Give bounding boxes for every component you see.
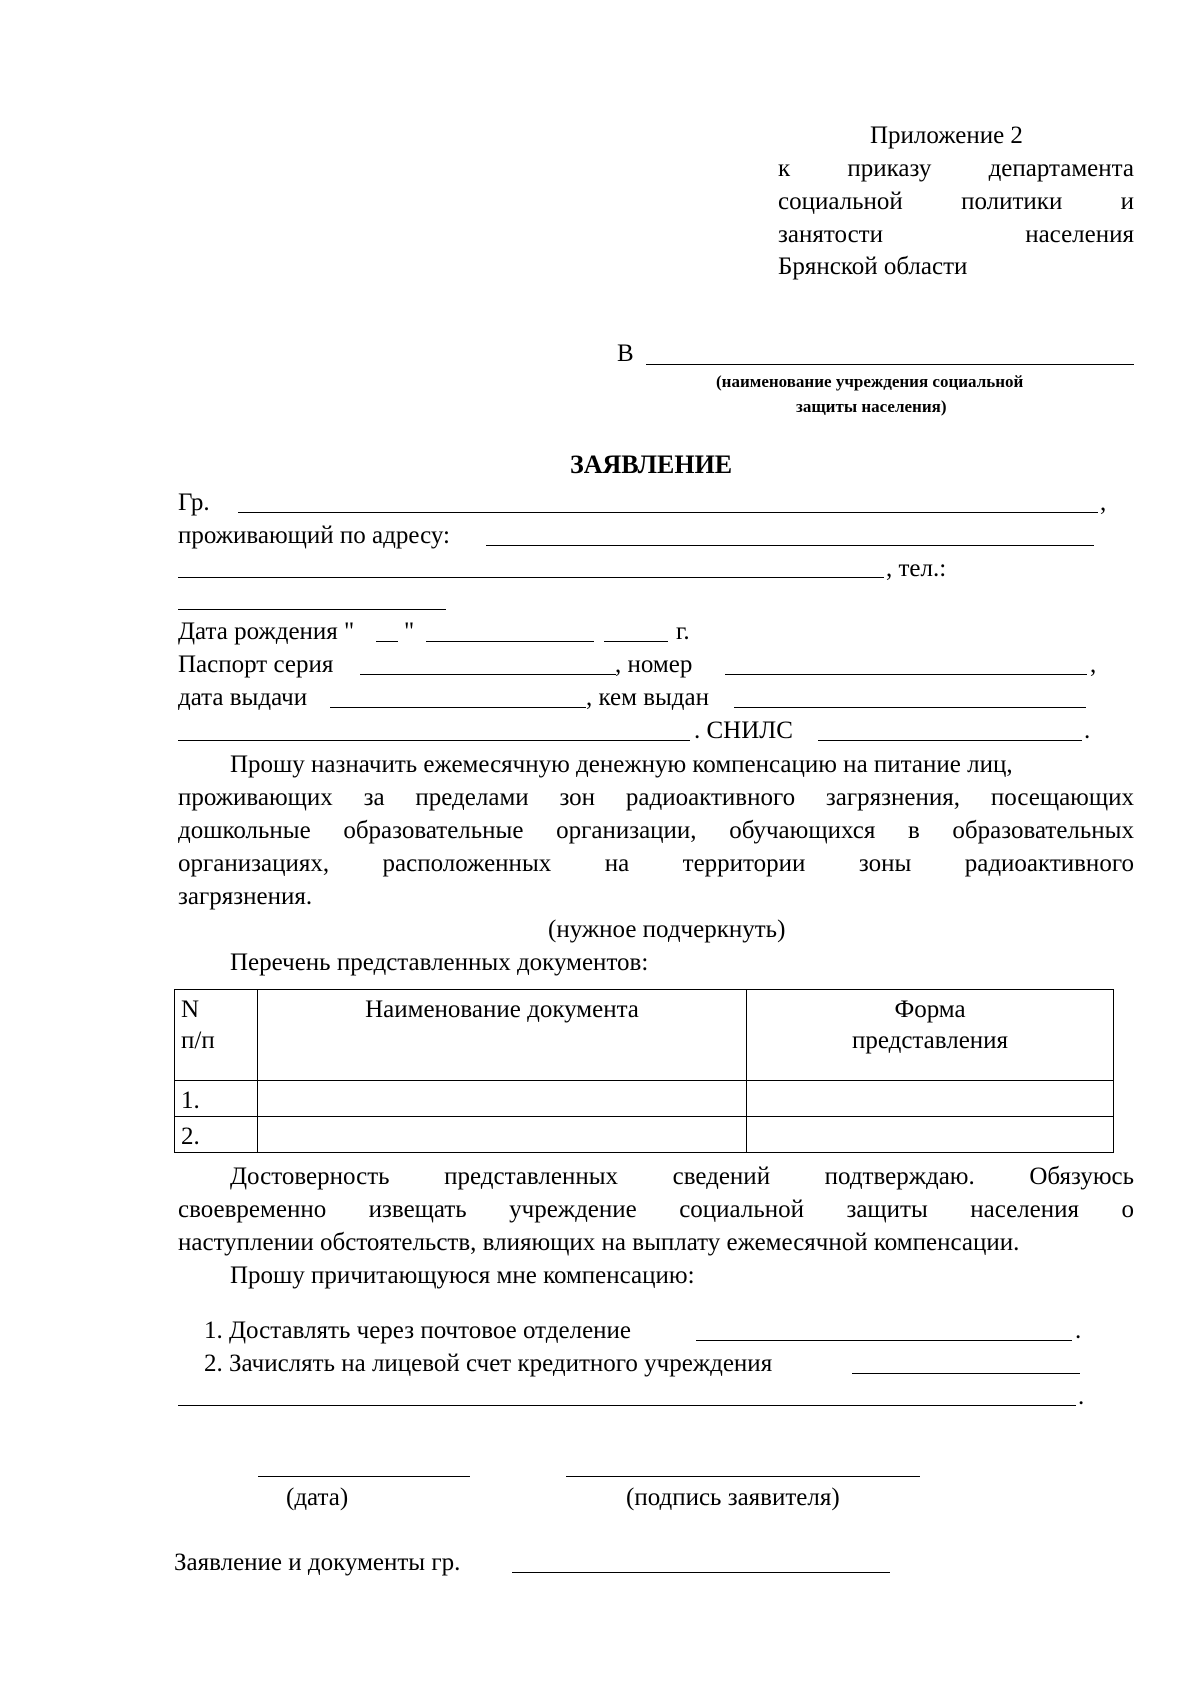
request-word: за	[363, 784, 385, 811]
confirmation-word: сведений	[672, 1163, 771, 1190]
documents-intro: Перечень представленных документов:	[230, 949, 649, 976]
phone-label: , тел.:	[886, 555, 947, 582]
confirmation-word: населения	[970, 1196, 1080, 1223]
issue-date-label: дата выдачи	[178, 684, 308, 711]
signature-field[interactable]	[566, 1476, 920, 1477]
col-num-line-2: п/п	[181, 1027, 215, 1054]
birth-year-field[interactable]	[604, 641, 668, 642]
post-office-field[interactable]	[696, 1340, 1072, 1341]
citizen-label: Гр.	[178, 489, 210, 516]
passport-comma: ,	[1090, 651, 1097, 678]
request-word: расположенных	[382, 850, 552, 877]
passport-number-field[interactable]	[725, 674, 1087, 675]
appendix-line-4: Брянской области	[778, 253, 968, 280]
payment-intro: Прошу причитающуюся мне компенсацию:	[230, 1262, 695, 1289]
citizen-name-field[interactable]	[238, 512, 1098, 513]
snils-period: .	[1084, 717, 1091, 744]
post-office-period: .	[1075, 1317, 1082, 1344]
issued-by-label: , кем выдан	[586, 684, 709, 711]
documents-table-header	[175, 990, 1114, 1081]
confirmation-line-1	[230, 1164, 1134, 1189]
address-field[interactable]	[486, 545, 1094, 546]
request-word: проживающих	[178, 784, 333, 811]
snils-field[interactable]	[818, 740, 1082, 741]
request-word: организациях,	[178, 850, 330, 877]
address-field-continued[interactable]	[178, 577, 884, 578]
document-name-cell[interactable]	[258, 1081, 747, 1117]
date-field[interactable]	[258, 1476, 470, 1477]
snils-label: . СНИЛС	[694, 717, 793, 744]
phone-field[interactable]	[178, 609, 446, 610]
birth-date-label: Дата рождения "	[178, 618, 355, 645]
request-word: в	[907, 817, 920, 844]
col-form-line-2: представления	[851, 1027, 1009, 1054]
document-form-cell[interactable]	[747, 1081, 1114, 1117]
confirmation-word: подтверждаю.	[824, 1163, 975, 1190]
appendix-word: и	[1120, 188, 1134, 215]
appendix-word: политики	[961, 188, 1063, 215]
confirmation-word: представленных	[444, 1163, 619, 1190]
request-word: дошкольные	[178, 817, 311, 844]
appendix-word: социальной	[778, 188, 903, 215]
document-name-cell[interactable]	[258, 1117, 747, 1153]
appendix-word: к	[778, 155, 791, 182]
account-period: .	[1078, 1383, 1085, 1410]
citizen-comma: ,	[1100, 489, 1107, 516]
request-word: пределами	[415, 784, 529, 811]
passport-number-label: , номер	[615, 651, 693, 678]
request-line-2	[178, 785, 1134, 810]
confirmation-word: извещать	[368, 1196, 467, 1223]
table-row	[175, 1081, 1114, 1117]
col-num-line-1: N	[181, 996, 200, 1023]
payment-option-account: 2. Зачислять на лицевой счет кредитного учреждения	[204, 1350, 773, 1377]
signature-caption: (подпись заявителя)	[626, 1484, 840, 1511]
credit-institution-field-continued[interactable]	[178, 1405, 1076, 1406]
issue-date-field[interactable]	[330, 707, 586, 708]
confirmation-line-2	[178, 1197, 1134, 1222]
request-word: образовательные	[343, 817, 524, 844]
appendix-title: Приложение 2	[870, 122, 1023, 149]
payment-option-post: 1. Доставлять через почтовое отделение	[204, 1317, 632, 1344]
appendix-line-2	[778, 189, 1134, 214]
request-line-1: Прошу назначить ежемесячную денежную компенсацию на питание лиц,	[230, 751, 1013, 778]
row-number: 2.	[175, 1117, 258, 1153]
confirmation-word: Достоверность	[230, 1163, 390, 1190]
addressee-caption-line-2: защиты населения)	[796, 397, 947, 416]
passport-series-label: Паспорт серия	[178, 651, 334, 678]
request-word: радиоактивного	[625, 784, 796, 811]
request-word: образовательных	[952, 817, 1134, 844]
document-form-cell[interactable]	[747, 1117, 1114, 1153]
year-suffix: г.	[676, 618, 690, 645]
birth-month-field[interactable]	[426, 641, 594, 642]
received-label: Заявление и документы гр.	[174, 1549, 461, 1576]
underline-note: (нужное подчеркнуть)	[548, 916, 786, 943]
birth-date-quote: "	[404, 618, 415, 645]
request-word: обучающихся	[729, 817, 876, 844]
request-line-5: загрязнения.	[178, 883, 313, 910]
appendix-word: департамента	[988, 155, 1134, 182]
birth-day-field[interactable]	[376, 641, 398, 642]
received-from-field[interactable]	[512, 1572, 890, 1573]
col-num-header	[175, 990, 258, 1081]
confirmation-word: своевременно	[178, 1196, 327, 1223]
passport-series-field[interactable]	[360, 674, 616, 675]
col-form-line-1: Форма	[894, 996, 966, 1023]
appendix-line-1	[778, 156, 1134, 181]
document-heading: ЗАЯВЛЕНИЕ	[570, 450, 733, 479]
request-word: зон	[559, 784, 596, 811]
addressee-institution-field[interactable]	[646, 364, 1134, 365]
appendix-word: приказу	[847, 155, 932, 182]
confirmation-word: о	[1121, 1196, 1134, 1223]
appendix-line-3	[778, 222, 1134, 247]
addressee-prefix: В	[617, 340, 634, 367]
request-word: зоны	[858, 850, 912, 877]
request-word: радиоактивного	[964, 850, 1134, 877]
request-line-4	[178, 851, 1134, 876]
addressee-caption-line-1: (наименование учреждения социальной	[716, 372, 1024, 391]
appendix-word: занятости	[778, 221, 883, 248]
col-name-header: Наименование документа	[258, 990, 747, 1081]
request-word: посещающих	[990, 784, 1134, 811]
request-word: на	[604, 850, 630, 877]
date-caption: (дата)	[286, 1484, 349, 1511]
credit-institution-field[interactable]	[852, 1373, 1080, 1374]
request-word: организации,	[556, 817, 697, 844]
confirmation-word: учреждение	[509, 1196, 637, 1223]
table-row	[175, 1117, 1114, 1153]
row-number: 1.	[175, 1081, 258, 1117]
address-label: проживающий по адресу:	[178, 522, 450, 549]
request-line-3	[178, 818, 1134, 843]
confirmation-word: защиты	[846, 1196, 928, 1223]
documents-table	[174, 989, 1114, 1153]
col-form-header	[747, 990, 1114, 1081]
confirmation-word: социальной	[679, 1196, 805, 1223]
confirmation-line-3: наступлении обстоятельств, влияющих на выплату ежемесячной компенсации.	[178, 1229, 1020, 1256]
issued-by-field[interactable]	[734, 707, 1086, 708]
request-word: загрязнения,	[825, 784, 961, 811]
confirmation-word: Обязуюсь	[1029, 1163, 1134, 1190]
request-word: территории	[682, 850, 806, 877]
issued-by-field-continued[interactable]	[178, 740, 690, 741]
appendix-word: населения	[1025, 221, 1134, 248]
